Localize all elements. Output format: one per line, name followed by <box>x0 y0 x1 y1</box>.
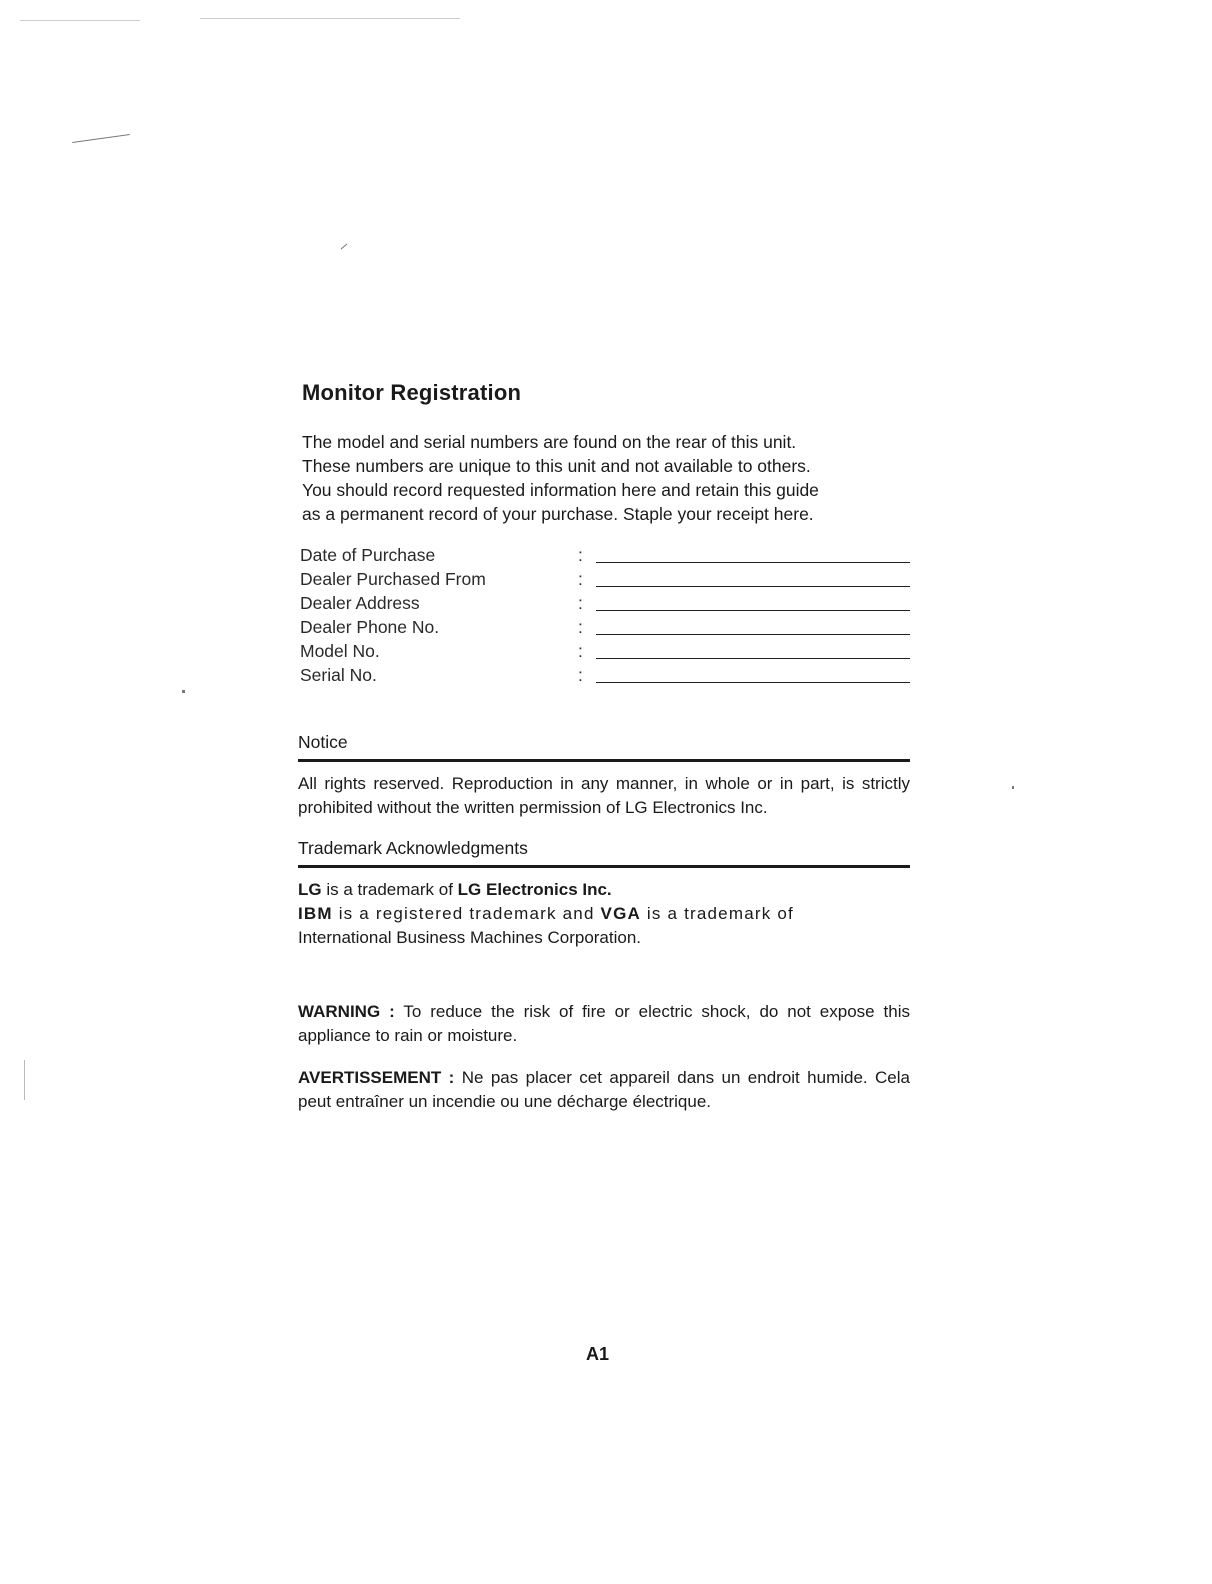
form-colon: : <box>578 545 583 565</box>
avertissement-text <box>298 1066 910 1114</box>
form-row-dealer-address <box>300 590 910 614</box>
form-colon: : <box>578 641 583 661</box>
form-row-dealer-phone <box>300 614 910 638</box>
scan-speck <box>182 690 185 693</box>
trademark-lg <box>298 878 910 902</box>
avertissement-body: Ne pas placer cet appareil dans un endroit humide. Cela peut entraîner un incendie ou une décharge électrique. <box>298 1068 910 1111</box>
scan-speck <box>24 1060 25 1100</box>
registration-form <box>300 542 910 686</box>
main-content <box>298 380 910 1114</box>
form-label: Dealer Address <box>300 593 420 613</box>
dealer-phone-line[interactable] <box>596 617 910 635</box>
section-rule <box>298 865 910 868</box>
warning-text <box>298 1000 910 1048</box>
scan-speck <box>1012 786 1014 789</box>
notice-heading: Notice <box>298 732 348 752</box>
intro-line: These numbers are unique to this unit and not available to others. <box>302 456 811 476</box>
form-label: Dealer Phone No. <box>300 617 440 637</box>
scan-speck <box>200 18 460 19</box>
intro-paragraph <box>302 430 910 526</box>
trademark-heading: Trademark Acknowledgments <box>298 838 528 858</box>
form-label: Serial No. <box>300 665 377 685</box>
model-no-line[interactable] <box>596 641 910 659</box>
trademark-ibm-company: International Business Machines Corporation. <box>298 928 642 947</box>
trademark-ibm <box>298 902 910 926</box>
lg-mark: LG <box>298 880 322 899</box>
scan-speck <box>341 244 348 250</box>
dealer-address-line[interactable] <box>596 593 910 611</box>
dealer-purchased-from-line[interactable] <box>596 569 910 587</box>
form-colon: : <box>578 665 583 685</box>
vga-text: is a trademark of <box>640 904 794 923</box>
scan-speck <box>72 134 130 143</box>
form-row-serial-no <box>300 662 910 686</box>
warning-label: WARNING : <box>298 1002 395 1021</box>
serial-no-line[interactable] <box>596 665 910 683</box>
vga-mark: VGA <box>600 904 641 923</box>
form-label: Model No. <box>300 641 380 661</box>
form-colon: : <box>578 617 583 637</box>
intro-line: as a permanent record of your purchase. Staple your receipt here. <box>302 504 814 524</box>
form-row-model-no <box>300 638 910 662</box>
section-rule <box>298 759 910 762</box>
page-title: Monitor Registration <box>302 380 522 405</box>
intro-line: The model and serial numbers are found on the rear of this unit. <box>302 432 797 452</box>
page-number: A1 <box>586 1344 610 1364</box>
form-row-date-of-purchase <box>300 542 910 566</box>
date-of-purchase-line[interactable] <box>596 545 910 563</box>
form-colon: : <box>578 569 583 589</box>
warning-body: To reduce the risk of fire or electric shock, do not expose this appliance to rain or moisture. <box>298 1002 910 1045</box>
form-colon: : <box>578 593 583 613</box>
form-label: Date of Purchase <box>300 545 436 565</box>
notice-text: All rights reserved. Reproduction in any manner, in whole or in part, is strictly prohibited without the written permission of LG Electronics Inc. <box>298 774 910 817</box>
lg-company: LG Electronics Inc. <box>457 880 612 899</box>
avertissement-label: AVERTISSEMENT : <box>298 1068 455 1087</box>
scan-speck <box>20 20 140 21</box>
form-row-dealer-purchased-from <box>300 566 910 590</box>
form-label: Dealer Purchased From <box>300 569 486 589</box>
ibm-mark: IBM <box>298 904 333 923</box>
intro-line: You should record requested information here and retain this guide <box>302 480 819 500</box>
ibm-text: is a registered trademark and <box>332 904 601 923</box>
lg-text: is a trademark of <box>321 880 458 899</box>
